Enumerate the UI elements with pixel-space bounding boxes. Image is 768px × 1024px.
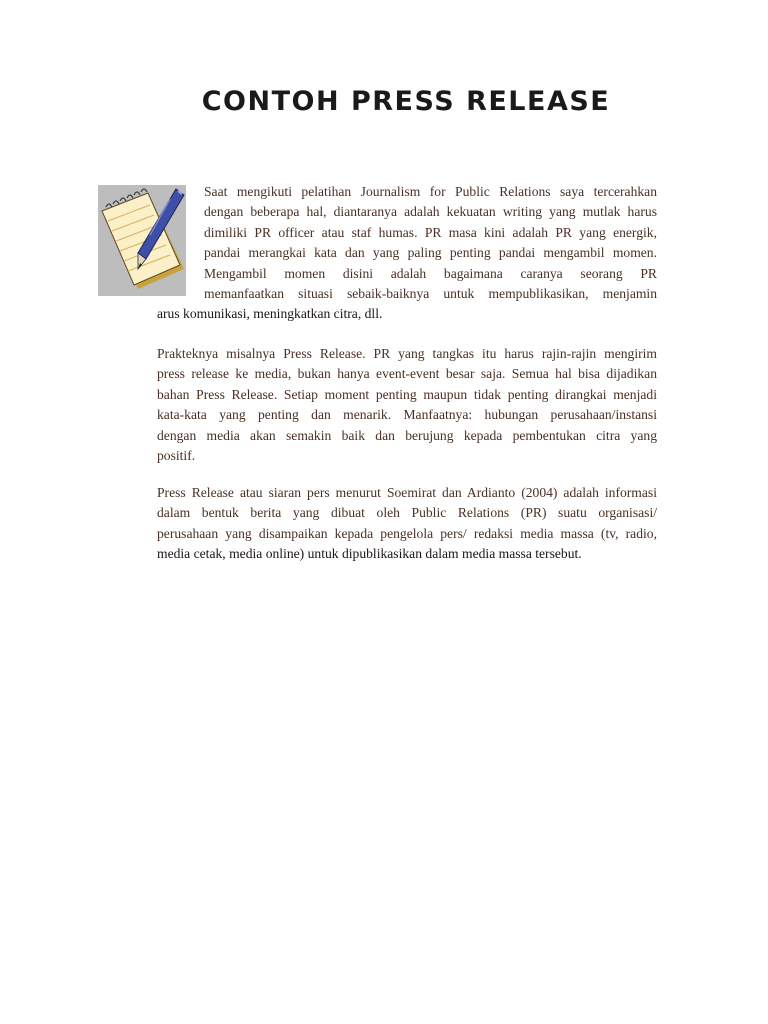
paragraph-1-line: Mengambil momen disini adalah bagaimana caranya seorang PR bbox=[204, 265, 657, 281]
paragraph-1-line: memanfaatkan situasi sebaik-baiknya untuk mempublikasikan, menjamin bbox=[204, 285, 657, 301]
paragraph-1-last-line: arus komunikasi, meningkatkan citra, dll. bbox=[157, 306, 383, 321]
paragraph-1-line: Saat mengikuti pelatihan Journalism for Public Relations saya tercerahkan bbox=[204, 184, 657, 199]
paragraph-1-line: pandai merangkai kata dan yang paling penting pandai mengambil momen. bbox=[204, 245, 657, 261]
paragraph-3-line: perusahaan yang disampaikan kepada pengelola pers/ redaksi media massa (tv, radio, bbox=[157, 525, 657, 541]
paragraph-3-line: Press Release atau siaran pers menurut Soemirat dan Ardianto (2004) adalah informasi bbox=[157, 485, 657, 500]
paragraph-2-line: positif. bbox=[157, 447, 196, 463]
paragraph-3-line: dalam bentuk berita yang dibuat oleh Public Relations (PR) suatu organisasi/ bbox=[157, 505, 657, 521]
paragraph-1 bbox=[204, 182, 657, 304]
paragraph-3-line: media cetak, media online) untuk dipublikasikan dalam media massa tersebut. bbox=[157, 546, 582, 562]
notepad-pen-icon bbox=[98, 185, 186, 296]
paragraph-3 bbox=[157, 483, 657, 565]
document-title: CONTOH PRESS RELEASE bbox=[201, 86, 611, 117]
paragraph-2-line: kata-kata yang penting dan menarik. Manfaatnya: hubungan perusahaan/instansi bbox=[157, 407, 657, 423]
paragraph-2-line: bahan Press Release. Setiap moment penting maupun tidak penting dirangkai menjadi bbox=[157, 386, 657, 402]
paragraph-1-line: dengan beberapa hal, diantaranya adalah kekuatan writing yang mutlak harus bbox=[204, 204, 657, 220]
paragraph-2-line: dengan media akan semakin baik dan berujung kepada pembentukan citra yang bbox=[157, 427, 657, 443]
paragraph-2-line: Prakteknya misalnya Press Release. PR yang tangkas itu harus rajin-rajin mengirim bbox=[157, 346, 657, 361]
paragraph-2 bbox=[157, 344, 657, 466]
paragraph-2-line: press release ke media, bukan hanya event-event besar saja. Semua hal bisa dijadikan bbox=[157, 366, 657, 382]
paragraph-1-end bbox=[157, 304, 657, 324]
paragraph-1-line: dimiliki PR officer atau staf humas. PR masa kini adalah PR yang energik, bbox=[204, 224, 657, 240]
